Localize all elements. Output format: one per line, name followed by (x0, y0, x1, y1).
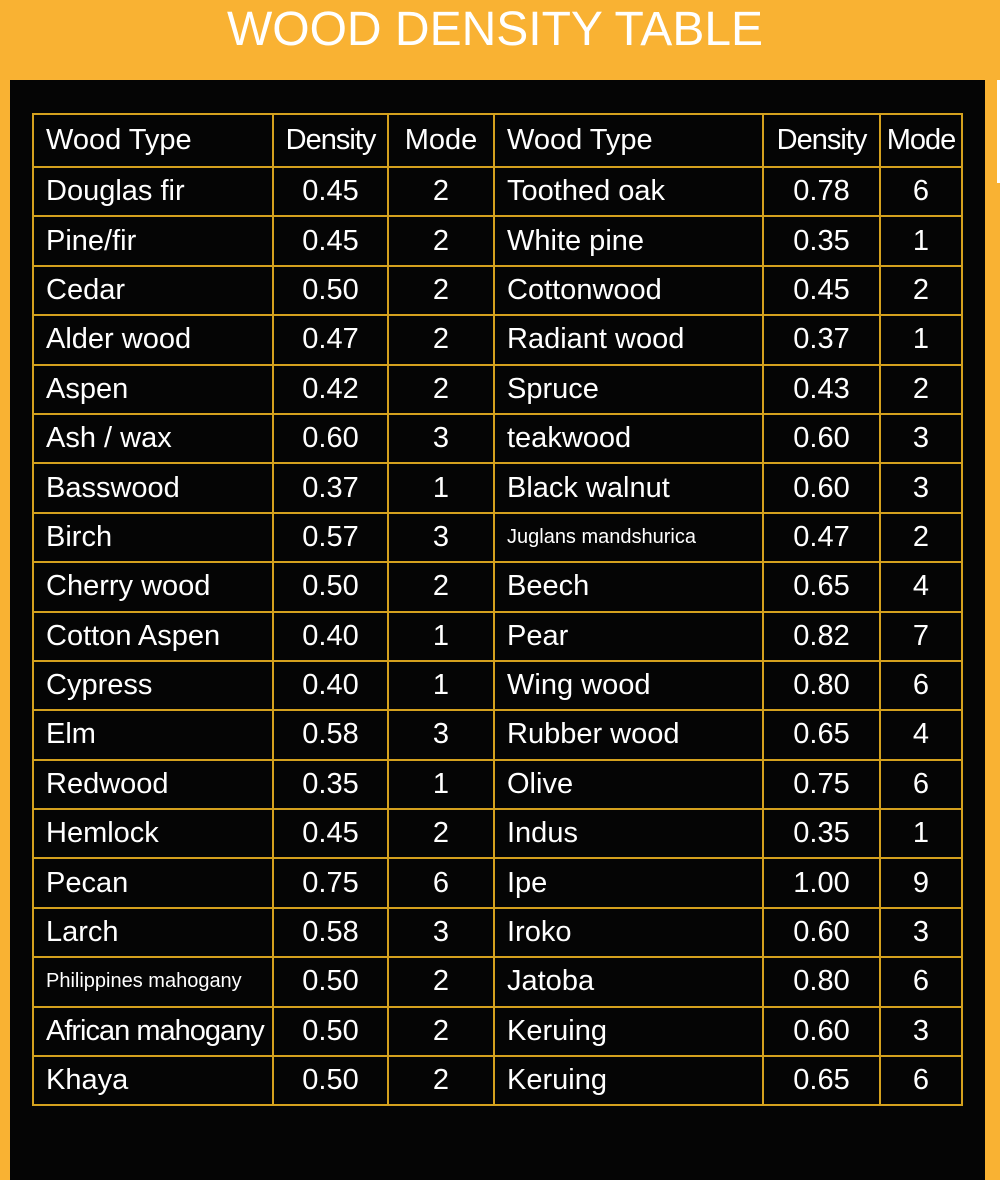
cell-wood-type-left: Elm (33, 710, 273, 759)
cell-density-left: 0.57 (273, 513, 388, 562)
cell-wood-type-left: Aspen (33, 365, 273, 414)
cell-density-right: 0.60 (763, 908, 880, 957)
cell-mode-left: 2 (388, 809, 494, 858)
cell-wood-type-left: Douglas fir (33, 167, 273, 216)
cell-density-left: 0.35 (273, 760, 388, 809)
cell-mode-left: 2 (388, 562, 494, 611)
table-row (33, 760, 962, 809)
cell-mode-left: 3 (388, 710, 494, 759)
cell-mode-right: 2 (880, 365, 962, 414)
header-mode-left: Mode (388, 114, 494, 167)
cell-wood-type-right: Spruce (494, 365, 763, 414)
cell-mode-left: 1 (388, 612, 494, 661)
table-row (33, 957, 962, 1006)
table-row (33, 858, 962, 907)
cell-mode-right: 1 (880, 216, 962, 265)
cell-density-left: 0.45 (273, 167, 388, 216)
cell-mode-right: 7 (880, 612, 962, 661)
cell-mode-left: 6 (388, 858, 494, 907)
cell-density-right: 0.45 (763, 266, 880, 315)
cell-density-right: 0.60 (763, 1007, 880, 1056)
cell-mode-left: 2 (388, 957, 494, 1006)
cell-density-left: 0.45 (273, 216, 388, 265)
cell-density-right: 0.60 (763, 463, 880, 512)
cell-mode-left: 1 (388, 661, 494, 710)
cell-density-right: 0.35 (763, 809, 880, 858)
cell-wood-type-left: Khaya (33, 1056, 273, 1105)
cell-mode-right: 4 (880, 562, 962, 611)
cell-wood-type-left: Pecan (33, 858, 273, 907)
cell-density-left: 0.50 (273, 957, 388, 1006)
cell-wood-type-right: Olive (494, 760, 763, 809)
cell-density-right: 0.35 (763, 216, 880, 265)
table-row (33, 414, 962, 463)
cell-density-left: 0.37 (273, 463, 388, 512)
cell-wood-type-right: Ipe (494, 858, 763, 907)
cell-mode-right: 6 (880, 1056, 962, 1105)
cell-mode-right: 3 (880, 463, 962, 512)
table-row (33, 562, 962, 611)
cell-mode-right: 6 (880, 760, 962, 809)
wood-density-table (32, 113, 963, 1106)
table-row (33, 710, 962, 759)
table-row (33, 1056, 962, 1105)
cell-mode-left: 2 (388, 315, 494, 364)
cell-wood-type-right: Jatoba (494, 957, 763, 1006)
cell-mode-left: 2 (388, 216, 494, 265)
cell-mode-left: 3 (388, 908, 494, 957)
cell-density-right: 0.65 (763, 562, 880, 611)
cell-density-right: 0.60 (763, 414, 880, 463)
table-row (33, 809, 962, 858)
table-body (33, 167, 962, 1105)
cell-mode-left: 3 (388, 513, 494, 562)
cell-mode-right: 4 (880, 710, 962, 759)
cell-mode-left: 2 (388, 365, 494, 414)
cell-density-left: 0.50 (273, 562, 388, 611)
cell-wood-type-right: Keruing (494, 1056, 763, 1105)
cell-mode-right: 3 (880, 414, 962, 463)
cell-density-right: 1.00 (763, 858, 880, 907)
cell-density-left: 0.58 (273, 908, 388, 957)
table-row (33, 1007, 962, 1056)
table-row (33, 612, 962, 661)
cell-wood-type-right: Keruing (494, 1007, 763, 1056)
cell-mode-left: 3 (388, 414, 494, 463)
cell-wood-type-left: Basswood (33, 463, 273, 512)
header-wood-type-left: Wood Type (33, 114, 273, 167)
cell-mode-right: 6 (880, 957, 962, 1006)
cell-density-left: 0.40 (273, 661, 388, 710)
cell-density-left: 0.58 (273, 710, 388, 759)
cell-mode-right: 3 (880, 1007, 962, 1056)
cell-wood-type-left: Cherry wood (33, 562, 273, 611)
cell-density-right: 0.65 (763, 710, 880, 759)
table-row (33, 463, 962, 512)
cell-mode-right: 2 (880, 513, 962, 562)
table-row (33, 167, 962, 216)
cell-wood-type-right: Beech (494, 562, 763, 611)
cell-wood-type-right: Iroko (494, 908, 763, 957)
cell-mode-left: 2 (388, 1007, 494, 1056)
cell-wood-type-left: Birch (33, 513, 273, 562)
header-density-right: Density (763, 114, 880, 167)
cell-density-right: 0.78 (763, 167, 880, 216)
table-row (33, 661, 962, 710)
cell-wood-type-left: Larch (33, 908, 273, 957)
table-row (33, 216, 962, 265)
cell-mode-right: 1 (880, 315, 962, 364)
cell-mode-right: 6 (880, 167, 962, 216)
cell-density-right: 0.43 (763, 365, 880, 414)
cell-wood-type-right: Juglans mandshurica (494, 513, 763, 562)
page-title: WOOD DENSITY TABLE (226, 3, 764, 56)
cell-wood-type-left: Cedar (33, 266, 273, 315)
header-row (33, 114, 962, 167)
cell-density-left: 0.47 (273, 315, 388, 364)
right-strip (985, 80, 1000, 1180)
cell-density-right: 0.82 (763, 612, 880, 661)
cell-mode-left: 2 (388, 1056, 494, 1105)
cell-mode-right: 3 (880, 908, 962, 957)
cell-wood-type-right: Wing wood (494, 661, 763, 710)
cell-mode-right: 1 (880, 809, 962, 858)
header-mode-right: Mode (880, 114, 962, 167)
cell-density-right: 0.75 (763, 760, 880, 809)
cell-wood-type-left: Ash / wax (33, 414, 273, 463)
cell-wood-type-right: White pine (494, 216, 763, 265)
cell-density-left: 0.50 (273, 1007, 388, 1056)
cell-mode-left: 1 (388, 760, 494, 809)
cell-density-right: 0.37 (763, 315, 880, 364)
cell-density-left: 0.42 (273, 365, 388, 414)
table-row (33, 315, 962, 364)
table-row (33, 908, 962, 957)
cell-mode-left: 1 (388, 463, 494, 512)
cell-wood-type-left: Cypress (33, 661, 273, 710)
cell-density-right: 0.47 (763, 513, 880, 562)
cell-density-right: 0.80 (763, 661, 880, 710)
cell-wood-type-left: Philippines mahogany (33, 957, 273, 1006)
table-row (33, 266, 962, 315)
cell-density-right: 0.65 (763, 1056, 880, 1105)
cell-mode-right: 2 (880, 266, 962, 315)
cell-wood-type-right: teakwood (494, 414, 763, 463)
cell-density-left: 0.60 (273, 414, 388, 463)
cell-wood-type-left: Cotton Aspen (33, 612, 273, 661)
cell-density-left: 0.45 (273, 809, 388, 858)
header-wood-type-right: Wood Type (494, 114, 763, 167)
cell-mode-right: 6 (880, 661, 962, 710)
cell-density-left: 0.50 (273, 1056, 388, 1105)
cell-wood-type-left: Redwood (33, 760, 273, 809)
table-row (33, 365, 962, 414)
cell-mode-left: 2 (388, 167, 494, 216)
cell-wood-type-left: African mahogany (33, 1007, 273, 1056)
cell-density-left: 0.40 (273, 612, 388, 661)
table-row (33, 513, 962, 562)
cell-wood-type-left: Alder wood (33, 315, 273, 364)
cell-wood-type-right: Indus (494, 809, 763, 858)
cell-wood-type-right: Cottonwood (494, 266, 763, 315)
cell-wood-type-right: Toothed oak (494, 167, 763, 216)
header-density-left: Density (273, 114, 388, 167)
cell-wood-type-left: Pine/fir (33, 216, 273, 265)
cell-wood-type-left: Hemlock (33, 809, 273, 858)
cell-wood-type-right: Black walnut (494, 463, 763, 512)
cell-wood-type-right: Radiant wood (494, 315, 763, 364)
cell-mode-right: 9 (880, 858, 962, 907)
cell-density-left: 0.50 (273, 266, 388, 315)
cell-density-right: 0.80 (763, 957, 880, 1006)
cell-mode-left: 2 (388, 266, 494, 315)
cell-wood-type-right: Rubber wood (494, 710, 763, 759)
cell-density-left: 0.75 (273, 858, 388, 907)
cell-wood-type-right: Pear (494, 612, 763, 661)
title-bar (0, 0, 1000, 80)
